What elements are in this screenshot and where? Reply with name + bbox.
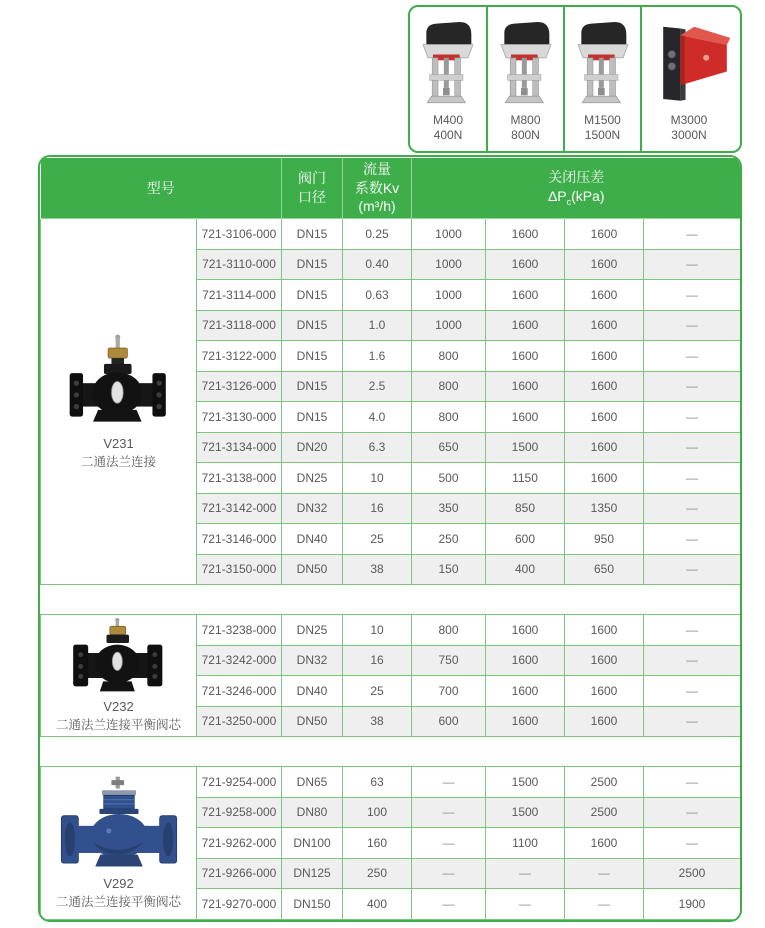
dp-m400: 350	[412, 493, 486, 524]
kv-value: 400	[343, 889, 412, 920]
dp-m3000: —	[644, 310, 741, 341]
spec-row	[41, 615, 741, 646]
section-spacer	[41, 737, 741, 767]
dp-m400: 150	[412, 554, 486, 585]
actuator-m1500-label	[584, 113, 621, 144]
dp-m400: 750	[412, 645, 486, 676]
dp-m3000: —	[644, 219, 741, 250]
spec-table-header	[41, 158, 741, 219]
dp-m3000: —	[644, 828, 741, 859]
dp-m1500: 1600	[565, 676, 644, 707]
linear-actuator-icon	[496, 13, 556, 111]
valve-diameter: DN125	[282, 858, 343, 889]
kv-value: 100	[343, 797, 412, 828]
valve-diameter: DN15	[282, 310, 343, 341]
dp-m3000: —	[644, 706, 741, 737]
dp-m800: 850	[486, 493, 565, 524]
dp-m400: 800	[412, 615, 486, 646]
dp-m800: 1600	[486, 676, 565, 707]
kv-value: 6.3	[343, 432, 412, 463]
model-number: 721-9258-000	[197, 797, 282, 828]
valve-diameter: DN100	[282, 828, 343, 859]
valve-section-v232	[41, 615, 741, 737]
dp-m1500: —	[565, 889, 644, 920]
actuator-m1500	[563, 7, 640, 151]
dp-m1500: 1600	[565, 615, 644, 646]
model-number: 721-3130-000	[197, 402, 282, 433]
header-pressure-title: 关闭压差	[548, 169, 605, 186]
dp-m1500: 1600	[565, 371, 644, 402]
dp-m400: 1000	[412, 310, 486, 341]
header-diameter-line1: 阀门	[298, 170, 326, 187]
dp-m1500: 1600	[565, 249, 644, 280]
kv-value: 160	[343, 828, 412, 859]
actuator-m400-image	[418, 11, 478, 113]
dp-m3000: —	[644, 341, 741, 372]
pressure-unit: (kPa)	[571, 187, 605, 204]
dp-m1500: 1600	[565, 645, 644, 676]
valve-diameter: DN40	[282, 524, 343, 555]
dp-m1500: 1600	[565, 706, 644, 737]
header-kv	[343, 158, 412, 219]
model-number: 721-3118-000	[197, 310, 282, 341]
dp-m800: 400	[486, 554, 565, 585]
actuator-force: 1500N	[584, 128, 621, 143]
valve-diameter: DN50	[282, 706, 343, 737]
valve-v232-image	[64, 618, 174, 698]
actuator-m3000-label	[671, 113, 708, 144]
dp-m3000: —	[644, 249, 741, 280]
dp-m800: —	[486, 889, 565, 920]
spacer-cell	[41, 585, 741, 615]
valve-diameter: DN80	[282, 797, 343, 828]
dp-m800: 1600	[486, 371, 565, 402]
valve-model-label: V231	[103, 436, 134, 451]
spec-table	[40, 157, 741, 920]
box-actuator-icon	[646, 13, 732, 111]
dp-m1500: 1600	[565, 310, 644, 341]
valve-model-label: V232	[103, 699, 134, 714]
valve-figure-v231	[41, 333, 196, 470]
header-model	[41, 158, 282, 219]
dp-m3000: —	[644, 432, 741, 463]
model-number: 721-3110-000	[197, 249, 282, 280]
kv-value: 0.25	[343, 219, 412, 250]
dp-m3000: —	[644, 645, 741, 676]
valve-diameter: DN15	[282, 280, 343, 311]
kv-value: 16	[343, 493, 412, 524]
spec-row	[41, 767, 741, 798]
dp-m400: 800	[412, 341, 486, 372]
pressure-subscript: c	[566, 196, 572, 207]
model-number: 721-9266-000	[197, 858, 282, 889]
valve-diameter: DN65	[282, 767, 343, 798]
dp-m3000: —	[644, 554, 741, 585]
model-number: 721-9254-000	[197, 767, 282, 798]
header-diameter-line2: 口径	[298, 189, 326, 205]
dp-m400: 600	[412, 706, 486, 737]
actuator-m3000-image	[646, 11, 732, 113]
header-diameter	[282, 158, 343, 219]
dp-m800: 1100	[486, 828, 565, 859]
dp-m1500: 2500	[565, 767, 644, 798]
dp-m800: 1600	[486, 706, 565, 737]
valve-diameter: DN50	[282, 554, 343, 585]
model-number: 721-3114-000	[197, 280, 282, 311]
model-number: 721-3106-000	[197, 219, 282, 250]
actuator-model: M1500	[584, 112, 621, 127]
dp-m1500: 1600	[565, 219, 644, 250]
dp-m1500: 1600	[565, 828, 644, 859]
kv-value: 38	[343, 706, 412, 737]
dp-m800: 600	[486, 524, 565, 555]
valve-v292-image	[59, 775, 179, 875]
kv-value: 4.0	[343, 402, 412, 433]
dp-m400: 800	[412, 402, 486, 433]
valve-connection-label: 二通法兰连接平衡阀芯	[55, 718, 181, 732]
model-number: 721-3238-000	[197, 615, 282, 646]
model-number: 721-3138-000	[197, 463, 282, 494]
dp-m800: 1600	[486, 402, 565, 433]
dp-m800: 1600	[486, 645, 565, 676]
valve-section-v231	[41, 219, 741, 585]
actuator-m800-label	[510, 113, 540, 144]
valve-figure-v292	[41, 775, 196, 910]
dp-m3000: —	[644, 402, 741, 433]
dp-m3000: —	[644, 371, 741, 402]
dp-m1500: 1600	[565, 280, 644, 311]
actuator-strip	[408, 5, 742, 153]
dp-m800: 1600	[486, 310, 565, 341]
header-pressure-formula	[412, 187, 741, 208]
dp-m800: 1600	[486, 341, 565, 372]
dp-m800: 1600	[486, 615, 565, 646]
dp-m1500: 1350	[565, 493, 644, 524]
model-number: 721-3146-000	[197, 524, 282, 555]
section-spacer	[41, 585, 741, 615]
dp-m800: —	[486, 858, 565, 889]
dp-m3000: —	[644, 524, 741, 555]
dp-m1500: 1600	[565, 341, 644, 372]
header-kv-line1: 流量	[363, 160, 391, 177]
dp-m800: 1500	[486, 767, 565, 798]
linear-actuator-icon	[418, 13, 478, 111]
dp-m400: 700	[412, 676, 486, 707]
spec-row	[41, 219, 741, 250]
model-number: 721-3242-000	[197, 645, 282, 676]
linear-actuator-icon	[573, 13, 633, 111]
dp-m3000: —	[644, 676, 741, 707]
kv-value: 38	[343, 554, 412, 585]
model-number: 721-3142-000	[197, 493, 282, 524]
valve-diameter: DN25	[282, 463, 343, 494]
kv-value: 25	[343, 524, 412, 555]
kv-value: 0.63	[343, 280, 412, 311]
model-number: 721-3246-000	[197, 676, 282, 707]
valve-cell-v232	[41, 615, 197, 737]
dp-m400: —	[412, 828, 486, 859]
dp-m1500: —	[565, 858, 644, 889]
dp-m1500: 650	[565, 554, 644, 585]
actuator-model: M400	[432, 112, 464, 127]
dp-m1500: 950	[565, 524, 644, 555]
actuator-model: M3000	[670, 112, 708, 127]
header-kv-line2: 系数Kv	[354, 179, 400, 196]
dp-m800: 1150	[486, 463, 565, 494]
dp-m800: 1600	[486, 219, 565, 250]
valve-diameter: DN40	[282, 676, 343, 707]
dp-m3000: 2500	[644, 858, 741, 889]
pressure-symbol: ΔP	[547, 187, 567, 204]
dp-m800: 1500	[486, 432, 565, 463]
dp-m400: 650	[412, 432, 486, 463]
dp-m3000: 1900	[644, 889, 741, 920]
model-number: 721-3134-000	[197, 432, 282, 463]
actuator-m400-label	[433, 113, 463, 144]
actuator-m400	[410, 7, 486, 151]
valve-v231-image	[63, 333, 175, 435]
kv-value: 63	[343, 767, 412, 798]
valve-section-v292	[41, 767, 741, 920]
model-number: 721-3122-000	[197, 341, 282, 372]
spacer-cell	[41, 737, 741, 767]
actuator-m3000	[640, 7, 736, 151]
valve-diameter: DN25	[282, 615, 343, 646]
kv-value: 10	[343, 463, 412, 494]
dp-m1500: 1600	[565, 402, 644, 433]
dp-m400: 500	[412, 463, 486, 494]
dp-m800: 1600	[486, 249, 565, 280]
model-number: 721-9262-000	[197, 828, 282, 859]
valve-diameter: DN15	[282, 341, 343, 372]
dp-m400: 1000	[412, 280, 486, 311]
valve-diameter: DN32	[282, 493, 343, 524]
kv-value: 1.6	[343, 341, 412, 372]
dp-m3000: —	[644, 615, 741, 646]
valve-diameter: DN15	[282, 219, 343, 250]
actuator-m1500-image	[573, 11, 633, 113]
dp-m400: —	[412, 797, 486, 828]
valve-diameter: DN20	[282, 432, 343, 463]
dp-m1500: 2500	[565, 797, 644, 828]
valve-diameter: DN15	[282, 371, 343, 402]
dp-m400: —	[412, 889, 486, 920]
dp-m3000: —	[644, 280, 741, 311]
dp-m400: 800	[412, 371, 486, 402]
dp-m3000: —	[644, 767, 741, 798]
kv-value: 25	[343, 676, 412, 707]
dp-m3000: —	[644, 463, 741, 494]
valve-diameter: DN150	[282, 889, 343, 920]
valve-cell-v231	[41, 219, 197, 585]
header-kv-line3: (m³/h)	[358, 198, 396, 215]
valve-figure-v232	[41, 618, 196, 733]
kv-value: 10	[343, 615, 412, 646]
actuator-force: 400N	[433, 128, 463, 143]
kv-value: 1.0	[343, 310, 412, 341]
dp-m400: —	[412, 858, 486, 889]
kv-value: 0.40	[343, 249, 412, 280]
dp-m1500: 1600	[565, 432, 644, 463]
model-number: 721-3250-000	[197, 706, 282, 737]
actuator-force: 3000N	[671, 128, 707, 143]
valve-spec-table	[38, 155, 742, 922]
actuator-m800	[486, 7, 563, 151]
header-model-label: 型号	[146, 179, 175, 196]
model-number: 721-9270-000	[197, 889, 282, 920]
valve-diameter: DN32	[282, 645, 343, 676]
valve-model-label: V292	[103, 876, 134, 892]
kv-value: 16	[343, 645, 412, 676]
valve-connection-label: 二通法兰连接平衡阀芯	[55, 895, 181, 910]
dp-m400: 1000	[412, 249, 486, 280]
valve-cell-v292	[41, 767, 197, 920]
actuator-model: M800	[510, 112, 541, 127]
kv-value: 2.5	[343, 371, 412, 402]
dp-m400: —	[412, 767, 486, 798]
valve-connection-label: 二通法兰连接	[80, 455, 156, 469]
model-number: 721-3126-000	[197, 371, 282, 402]
dp-m800: 1500	[486, 797, 565, 828]
actuator-m800-image	[496, 11, 556, 113]
actuator-force: 800N	[511, 128, 540, 143]
dp-m3000: —	[644, 797, 741, 828]
header-close-off-pressure	[412, 158, 741, 219]
dp-m400: 1000	[412, 219, 486, 250]
dp-m800: 1600	[486, 280, 565, 311]
valve-diameter: DN15	[282, 402, 343, 433]
dp-m3000: —	[644, 493, 741, 524]
kv-value: 250	[343, 858, 412, 889]
dp-m400: 250	[412, 524, 486, 555]
dp-m1500: 1600	[565, 463, 644, 494]
valve-diameter: DN15	[282, 249, 343, 280]
model-number: 721-3150-000	[197, 554, 282, 585]
